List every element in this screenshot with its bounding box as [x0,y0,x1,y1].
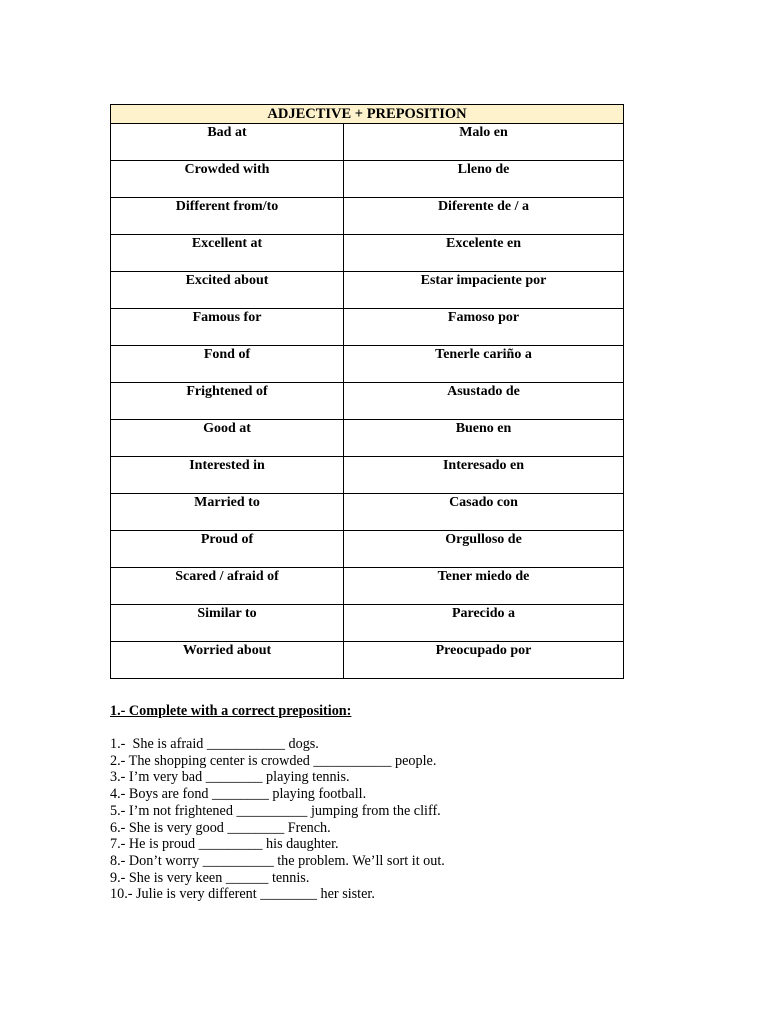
translation-cell: Preocupado por [344,642,624,679]
adjective-cell: Good at [111,420,344,457]
adjective-cell: Excited about [111,272,344,309]
exercise-list [110,736,670,903]
exercise-section [110,703,670,903]
exercise-item: 7.- He is proud _________ his daughter. [110,836,339,853]
table-row [111,531,624,568]
adjective-cell: Interested in [111,457,344,494]
translation-cell: Estar impaciente por [344,272,624,309]
adjective-cell: Crowded with [111,161,344,198]
exercise-item: 4.- Boys are fond ________ playing football. [110,786,367,803]
table-row [111,198,624,235]
exercise-title: 1.- Complete with a correct preposition: [110,703,352,719]
table-row [111,383,624,420]
exercise-item: 3.- I’m very bad ________ playing tennis. [110,769,350,786]
translation-cell: Orgulloso de [344,531,624,568]
adjective-cell: Scared / afraid of [111,568,344,605]
exercise-item: 10.- Julie is very different ________ her sister. [110,886,375,903]
table-row [111,309,624,346]
translation-cell: Tenerle cariño a [344,346,624,383]
translation-cell: Asustado de [344,383,624,420]
table-header-row [111,105,624,124]
adjective-cell: Different from/to [111,198,344,235]
adjective-cell: Married to [111,494,344,531]
adjective-cell: Excellent at [111,235,344,272]
exercise-item: 9.- She is very keen ______ tennis. [110,869,310,886]
translation-cell: Lleno de [344,161,624,198]
table-row [111,346,624,383]
table-header: ADJECTIVE + PREPOSITION [111,105,624,124]
table-row [111,605,624,642]
translation-cell: Interesado en [344,457,624,494]
vocabulary-table [110,104,624,679]
translation-cell: Tener miedo de [344,568,624,605]
translation-cell: Diferente de / a [344,198,624,235]
table-row [111,272,624,309]
exercise-item: 6.- She is very good ________ French. [110,819,331,836]
adjective-cell: Frightened of [111,383,344,420]
translation-cell: Bueno en [344,420,624,457]
adjective-cell: Worried about [111,642,344,679]
translation-cell: Casado con [344,494,624,531]
translation-cell: Excelente en [344,235,624,272]
adjective-cell: Famous for [111,309,344,346]
exercise-item: 1.- She is afraid ___________ dogs. [110,736,319,752]
table-body [111,124,624,679]
table-row [111,457,624,494]
translation-cell: Famoso por [344,309,624,346]
table-row [111,161,624,198]
adjective-cell: Fond of [111,346,344,383]
table-row [111,568,624,605]
exercise-item: 2.- The shopping center is crowded ___________ people. [110,752,437,769]
table-row [111,494,624,531]
translation-cell: Parecido a [344,605,624,642]
table-row [111,235,624,272]
adjective-cell: Bad at [111,124,344,161]
translation-cell: Malo en [344,124,624,161]
adjective-cell: Proud of [111,531,344,568]
table-row [111,642,624,679]
exercise-item: 8.- Don’t worry __________ the problem. We’ll sort it out. [110,852,445,869]
table-row [111,124,624,161]
adjective-cell: Similar to [111,605,344,642]
exercise-item: 5.- I’m not frightened __________ jumping from the cliff. [110,802,441,819]
table-row [111,420,624,457]
